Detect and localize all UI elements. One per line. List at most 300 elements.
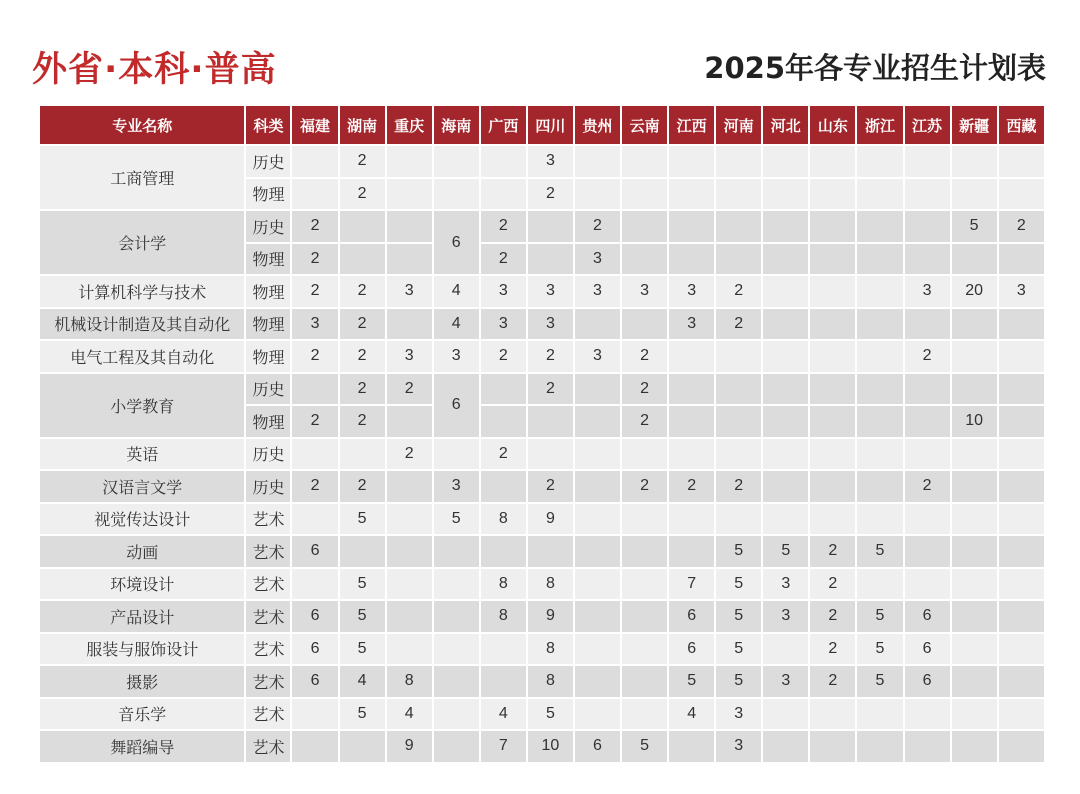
quota-cell (387, 146, 432, 177)
quota-cell: 2 (292, 211, 337, 242)
quota-cell: 2 (292, 406, 337, 437)
quota-cell (340, 731, 385, 762)
quota-cell (622, 211, 667, 242)
quota-cell (763, 276, 808, 307)
quota-cell (716, 504, 761, 535)
quota-cell: 6 (292, 634, 337, 665)
quota-cell (999, 666, 1044, 697)
quota-cell: 2 (528, 471, 573, 502)
quota-cell: 3 (716, 699, 761, 730)
quota-cell (340, 536, 385, 567)
quota-cell (763, 244, 808, 275)
major-name-cell: 动画 (40, 536, 244, 567)
quota-cell: 2 (622, 471, 667, 502)
quota-cell (622, 601, 667, 632)
quota-cell (669, 244, 714, 275)
quota-cell (952, 731, 997, 762)
quota-cell (763, 179, 808, 210)
table-row (40, 146, 1044, 177)
quota-cell (575, 439, 620, 470)
column-header: 重庆 (387, 106, 432, 144)
quota-cell: 2 (340, 146, 385, 177)
quota-cell (905, 439, 950, 470)
quota-cell (905, 374, 950, 405)
quota-cell (999, 341, 1044, 372)
quota-cell (905, 731, 950, 762)
column-header: 江苏 (905, 106, 950, 144)
quota-cell: 2 (810, 569, 855, 600)
quota-cell (999, 471, 1044, 502)
quota-cell: 2 (340, 276, 385, 307)
quota-cell: 9 (528, 504, 573, 535)
quota-cell (810, 244, 855, 275)
quota-cell (810, 309, 855, 340)
column-header: 云南 (622, 106, 667, 144)
major-name-cell: 电气工程及其自动化 (40, 341, 244, 372)
quota-cell: 2 (481, 439, 526, 470)
quota-cell: 2 (387, 374, 432, 405)
quota-cell: 2 (905, 341, 950, 372)
quota-cell (716, 406, 761, 437)
quota-cell: 3 (481, 276, 526, 307)
category-cell: 物理 (246, 309, 290, 340)
table-row (40, 374, 1044, 405)
quota-cell (669, 146, 714, 177)
quota-cell (575, 471, 620, 502)
quota-cell (905, 536, 950, 567)
quota-cell (528, 211, 573, 242)
quota-cell (575, 536, 620, 567)
quota-cell: 2 (292, 244, 337, 275)
quota-cell (857, 211, 902, 242)
quota-cell (857, 309, 902, 340)
quota-cell: 9 (528, 601, 573, 632)
quota-cell (622, 699, 667, 730)
quota-cell (952, 634, 997, 665)
quota-cell: 2 (387, 439, 432, 470)
quota-cell: 6 (669, 634, 714, 665)
quota-cell (905, 569, 950, 600)
quota-cell: 2 (528, 374, 573, 405)
table-row (40, 211, 1044, 242)
quota-cell: 8 (481, 569, 526, 600)
quota-cell (575, 504, 620, 535)
quota-cell: 4 (434, 309, 479, 340)
quota-cell (340, 439, 385, 470)
quota-cell (622, 179, 667, 210)
quota-cell: 2 (292, 341, 337, 372)
quota-cell: 3 (763, 601, 808, 632)
major-name-cell: 机械设计制造及其自动化 (40, 309, 244, 340)
quota-cell (716, 244, 761, 275)
quota-cell: 8 (481, 601, 526, 632)
column-header: 河南 (716, 106, 761, 144)
column-header: 科类 (246, 106, 290, 144)
quota-cell: 2 (481, 341, 526, 372)
quota-cell (575, 146, 620, 177)
quota-cell (716, 146, 761, 177)
quota-cell (857, 341, 902, 372)
quota-cell (999, 309, 1044, 340)
quota-cell (340, 211, 385, 242)
category-cell: 物理 (246, 406, 290, 437)
quota-cell (528, 244, 573, 275)
quota-cell (857, 504, 902, 535)
quota-cell (481, 179, 526, 210)
quota-cell: 2 (810, 601, 855, 632)
quota-cell (999, 179, 1044, 210)
quota-cell: 3 (999, 276, 1044, 307)
quota-cell: 2 (340, 406, 385, 437)
quota-cell (905, 504, 950, 535)
quota-cell (292, 179, 337, 210)
quota-cell: 10 (528, 731, 573, 762)
table-header-row (40, 106, 1044, 144)
quota-cell (857, 146, 902, 177)
quota-cell: 2 (669, 471, 714, 502)
quota-cell (857, 471, 902, 502)
quota-cell: 3 (669, 309, 714, 340)
quota-cell: 20 (952, 276, 997, 307)
quota-cell: 5 (857, 536, 902, 567)
quota-cell: 6 (575, 731, 620, 762)
quota-cell: 5 (434, 504, 479, 535)
quota-cell: 2 (340, 309, 385, 340)
category-cell: 物理 (246, 276, 290, 307)
category-cell: 艺术 (246, 504, 290, 535)
quota-cell: 2 (905, 471, 950, 502)
quota-cell: 3 (528, 309, 573, 340)
quota-cell (575, 374, 620, 405)
column-header: 新疆 (952, 106, 997, 144)
quota-cell: 2 (716, 309, 761, 340)
quota-cell (669, 374, 714, 405)
quota-cell: 5 (716, 569, 761, 600)
major-name-cell: 视觉传达设计 (40, 504, 244, 535)
category-cell: 物理 (246, 179, 290, 210)
quota-cell (622, 634, 667, 665)
quota-cell (857, 731, 902, 762)
quota-cell: 5 (763, 536, 808, 567)
quota-cell (292, 374, 337, 405)
quota-cell: 5 (716, 634, 761, 665)
quota-cell (387, 179, 432, 210)
quota-cell (952, 341, 997, 372)
quota-cell (857, 276, 902, 307)
quota-cell: 10 (952, 406, 997, 437)
table-row (40, 666, 1044, 697)
quota-cell (575, 179, 620, 210)
quota-cell: 2 (622, 374, 667, 405)
category-cell: 艺术 (246, 699, 290, 730)
quota-cell: 7 (669, 569, 714, 600)
quota-cell (905, 179, 950, 210)
quota-cell (999, 504, 1044, 535)
major-name-cell: 工商管理 (40, 146, 244, 209)
table-body (40, 146, 1044, 762)
quota-cell (952, 309, 997, 340)
quota-cell (763, 634, 808, 665)
quota-cell: 3 (292, 309, 337, 340)
quota-cell: 6 (292, 666, 337, 697)
quota-cell: 2 (292, 471, 337, 502)
quota-cell (952, 439, 997, 470)
quota-cell (952, 601, 997, 632)
quota-cell (905, 406, 950, 437)
quota-cell (763, 731, 808, 762)
quota-cell: 3 (434, 341, 479, 372)
quota-cell: 3 (905, 276, 950, 307)
quota-cell (857, 179, 902, 210)
quota-cell: 3 (763, 569, 808, 600)
quota-cell (905, 146, 950, 177)
quota-cell (952, 471, 997, 502)
quota-cell: 3 (575, 276, 620, 307)
quota-cell (292, 146, 337, 177)
category-cell: 艺术 (246, 634, 290, 665)
quota-cell (905, 211, 950, 242)
column-header: 海南 (434, 106, 479, 144)
quota-cell: 5 (622, 731, 667, 762)
quota-cell: 2 (481, 244, 526, 275)
quota-cell (763, 504, 808, 535)
major-name-cell: 会计学 (40, 211, 244, 274)
quota-cell: 8 (528, 569, 573, 600)
quota-cell (999, 569, 1044, 600)
table-row (40, 309, 1044, 340)
quota-cell (999, 439, 1044, 470)
category-cell: 物理 (246, 244, 290, 275)
quota-cell (810, 406, 855, 437)
quota-cell (857, 244, 902, 275)
quota-cell (857, 699, 902, 730)
quota-cell: 5 (340, 569, 385, 600)
quota-cell (481, 536, 526, 567)
quota-cell: 8 (528, 634, 573, 665)
quota-cell (810, 699, 855, 730)
category-cell: 历史 (246, 211, 290, 242)
major-name-cell: 环境设计 (40, 569, 244, 600)
quota-cell (575, 699, 620, 730)
quota-cell (857, 569, 902, 600)
quota-cell (857, 439, 902, 470)
page-title: 外省·本科·普高 (32, 50, 277, 90)
quota-cell (434, 601, 479, 632)
category-cell: 艺术 (246, 731, 290, 762)
quota-cell (999, 601, 1044, 632)
table-row (40, 276, 1044, 307)
quota-cell (716, 439, 761, 470)
quota-cell: 8 (387, 666, 432, 697)
quota-cell (999, 244, 1044, 275)
category-cell: 历史 (246, 471, 290, 502)
major-name-cell: 服装与服饰设计 (40, 634, 244, 665)
table-row (40, 634, 1044, 665)
column-header: 河北 (763, 106, 808, 144)
quota-cell: 9 (387, 731, 432, 762)
category-cell: 历史 (246, 439, 290, 470)
quota-cell (669, 439, 714, 470)
quota-cell (763, 471, 808, 502)
quota-cell: 4 (669, 699, 714, 730)
quota-cell (952, 666, 997, 697)
quota-cell (481, 666, 526, 697)
column-header: 贵州 (575, 106, 620, 144)
quota-cell: 5 (857, 634, 902, 665)
quota-cell (810, 471, 855, 502)
quota-cell: 6 (669, 601, 714, 632)
quota-cell: 6 (905, 634, 950, 665)
quota-cell (528, 406, 573, 437)
quota-cell: 5 (716, 601, 761, 632)
quota-cell: 6 (905, 666, 950, 697)
quota-cell (952, 569, 997, 600)
table-row (40, 731, 1044, 762)
quota-cell: 2 (716, 276, 761, 307)
quota-cell (622, 309, 667, 340)
quota-cell: 6 (292, 536, 337, 567)
quota-cell (292, 731, 337, 762)
quota-cell: 4 (340, 666, 385, 697)
quota-cell (857, 374, 902, 405)
quota-cell (999, 634, 1044, 665)
quota-cell (810, 276, 855, 307)
quota-cell (575, 634, 620, 665)
quota-cell: 2 (999, 211, 1044, 242)
quota-cell (622, 146, 667, 177)
quota-cell (575, 601, 620, 632)
quota-cell (481, 634, 526, 665)
quota-cell (481, 471, 526, 502)
table-row (40, 439, 1044, 470)
quota-cell (340, 244, 385, 275)
category-cell: 艺术 (246, 536, 290, 567)
quota-cell (434, 439, 479, 470)
quota-cell (387, 634, 432, 665)
major-name-cell: 小学教育 (40, 374, 244, 437)
quota-cell: 3 (481, 309, 526, 340)
enrollment-plan-table (38, 104, 1046, 764)
quota-cell: 5 (716, 536, 761, 567)
quota-cell (622, 504, 667, 535)
quota-cell: 3 (622, 276, 667, 307)
quota-cell (575, 406, 620, 437)
category-cell: 历史 (246, 146, 290, 177)
quota-cell (387, 536, 432, 567)
quota-cell (952, 504, 997, 535)
quota-cell (810, 731, 855, 762)
quota-cell (434, 569, 479, 600)
quota-cell: 2 (622, 406, 667, 437)
quota-cell (763, 406, 808, 437)
quota-cell (763, 146, 808, 177)
column-header: 专业名称 (40, 106, 244, 144)
quota-cell (434, 536, 479, 567)
major-name-cell: 计算机科学与技术 (40, 276, 244, 307)
quota-cell: 2 (622, 341, 667, 372)
category-cell: 艺术 (246, 569, 290, 600)
category-cell: 历史 (246, 374, 290, 405)
quota-cell: 8 (528, 666, 573, 697)
quota-cell (669, 406, 714, 437)
quota-cell: 5 (340, 634, 385, 665)
quota-cell (810, 146, 855, 177)
table-title: 2025年各专业招生计划表 (704, 51, 1046, 85)
quota-cell: 2 (340, 471, 385, 502)
quota-cell (952, 374, 997, 405)
table-row (40, 341, 1044, 372)
quota-cell (905, 309, 950, 340)
quota-cell (810, 504, 855, 535)
quota-cell: 5 (340, 699, 385, 730)
quota-cell (387, 244, 432, 275)
quota-cell: 5 (857, 601, 902, 632)
quota-cell (481, 374, 526, 405)
quota-cell (387, 569, 432, 600)
quota-cell (622, 439, 667, 470)
quota-cell (905, 244, 950, 275)
quota-cell (292, 439, 337, 470)
quota-cell (669, 211, 714, 242)
quota-cell (434, 146, 479, 177)
quota-cell (387, 504, 432, 535)
quota-cell (669, 504, 714, 535)
major-name-cell: 摄影 (40, 666, 244, 697)
table-row (40, 601, 1044, 632)
quota-cell (952, 146, 997, 177)
quota-cell (622, 536, 667, 567)
quota-cell (434, 731, 479, 762)
quota-cell: 3 (434, 471, 479, 502)
quota-cell: 2 (340, 341, 385, 372)
category-cell: 物理 (246, 341, 290, 372)
quota-cell: 5 (340, 601, 385, 632)
quota-cell (575, 309, 620, 340)
quota-cell (528, 439, 573, 470)
quota-cell (387, 406, 432, 437)
quota-cell (999, 699, 1044, 730)
column-header: 四川 (528, 106, 573, 144)
quota-cell (763, 699, 808, 730)
quota-cell (292, 569, 337, 600)
quota-cell: 2 (716, 471, 761, 502)
column-header: 广西 (481, 106, 526, 144)
quota-cell (669, 341, 714, 372)
quota-cell (999, 374, 1044, 405)
major-name-cell: 汉语言文学 (40, 471, 244, 502)
major-name-cell: 舞蹈编导 (40, 731, 244, 762)
quota-cell (999, 406, 1044, 437)
column-header: 江西 (669, 106, 714, 144)
quota-cell: 4 (387, 699, 432, 730)
column-header: 山东 (810, 106, 855, 144)
quota-cell (810, 374, 855, 405)
quota-cell: 8 (481, 504, 526, 535)
quota-cell: 6 (292, 601, 337, 632)
quota-cell: 5 (857, 666, 902, 697)
quota-cell: 3 (669, 276, 714, 307)
quota-cell (575, 569, 620, 600)
quota-cell: 6 (434, 211, 479, 274)
quota-cell: 6 (905, 601, 950, 632)
quota-cell (622, 244, 667, 275)
quota-cell (999, 731, 1044, 762)
category-cell: 艺术 (246, 666, 290, 697)
quota-cell: 2 (810, 536, 855, 567)
table-row (40, 569, 1044, 600)
column-header: 福建 (292, 106, 337, 144)
quota-cell: 4 (481, 699, 526, 730)
